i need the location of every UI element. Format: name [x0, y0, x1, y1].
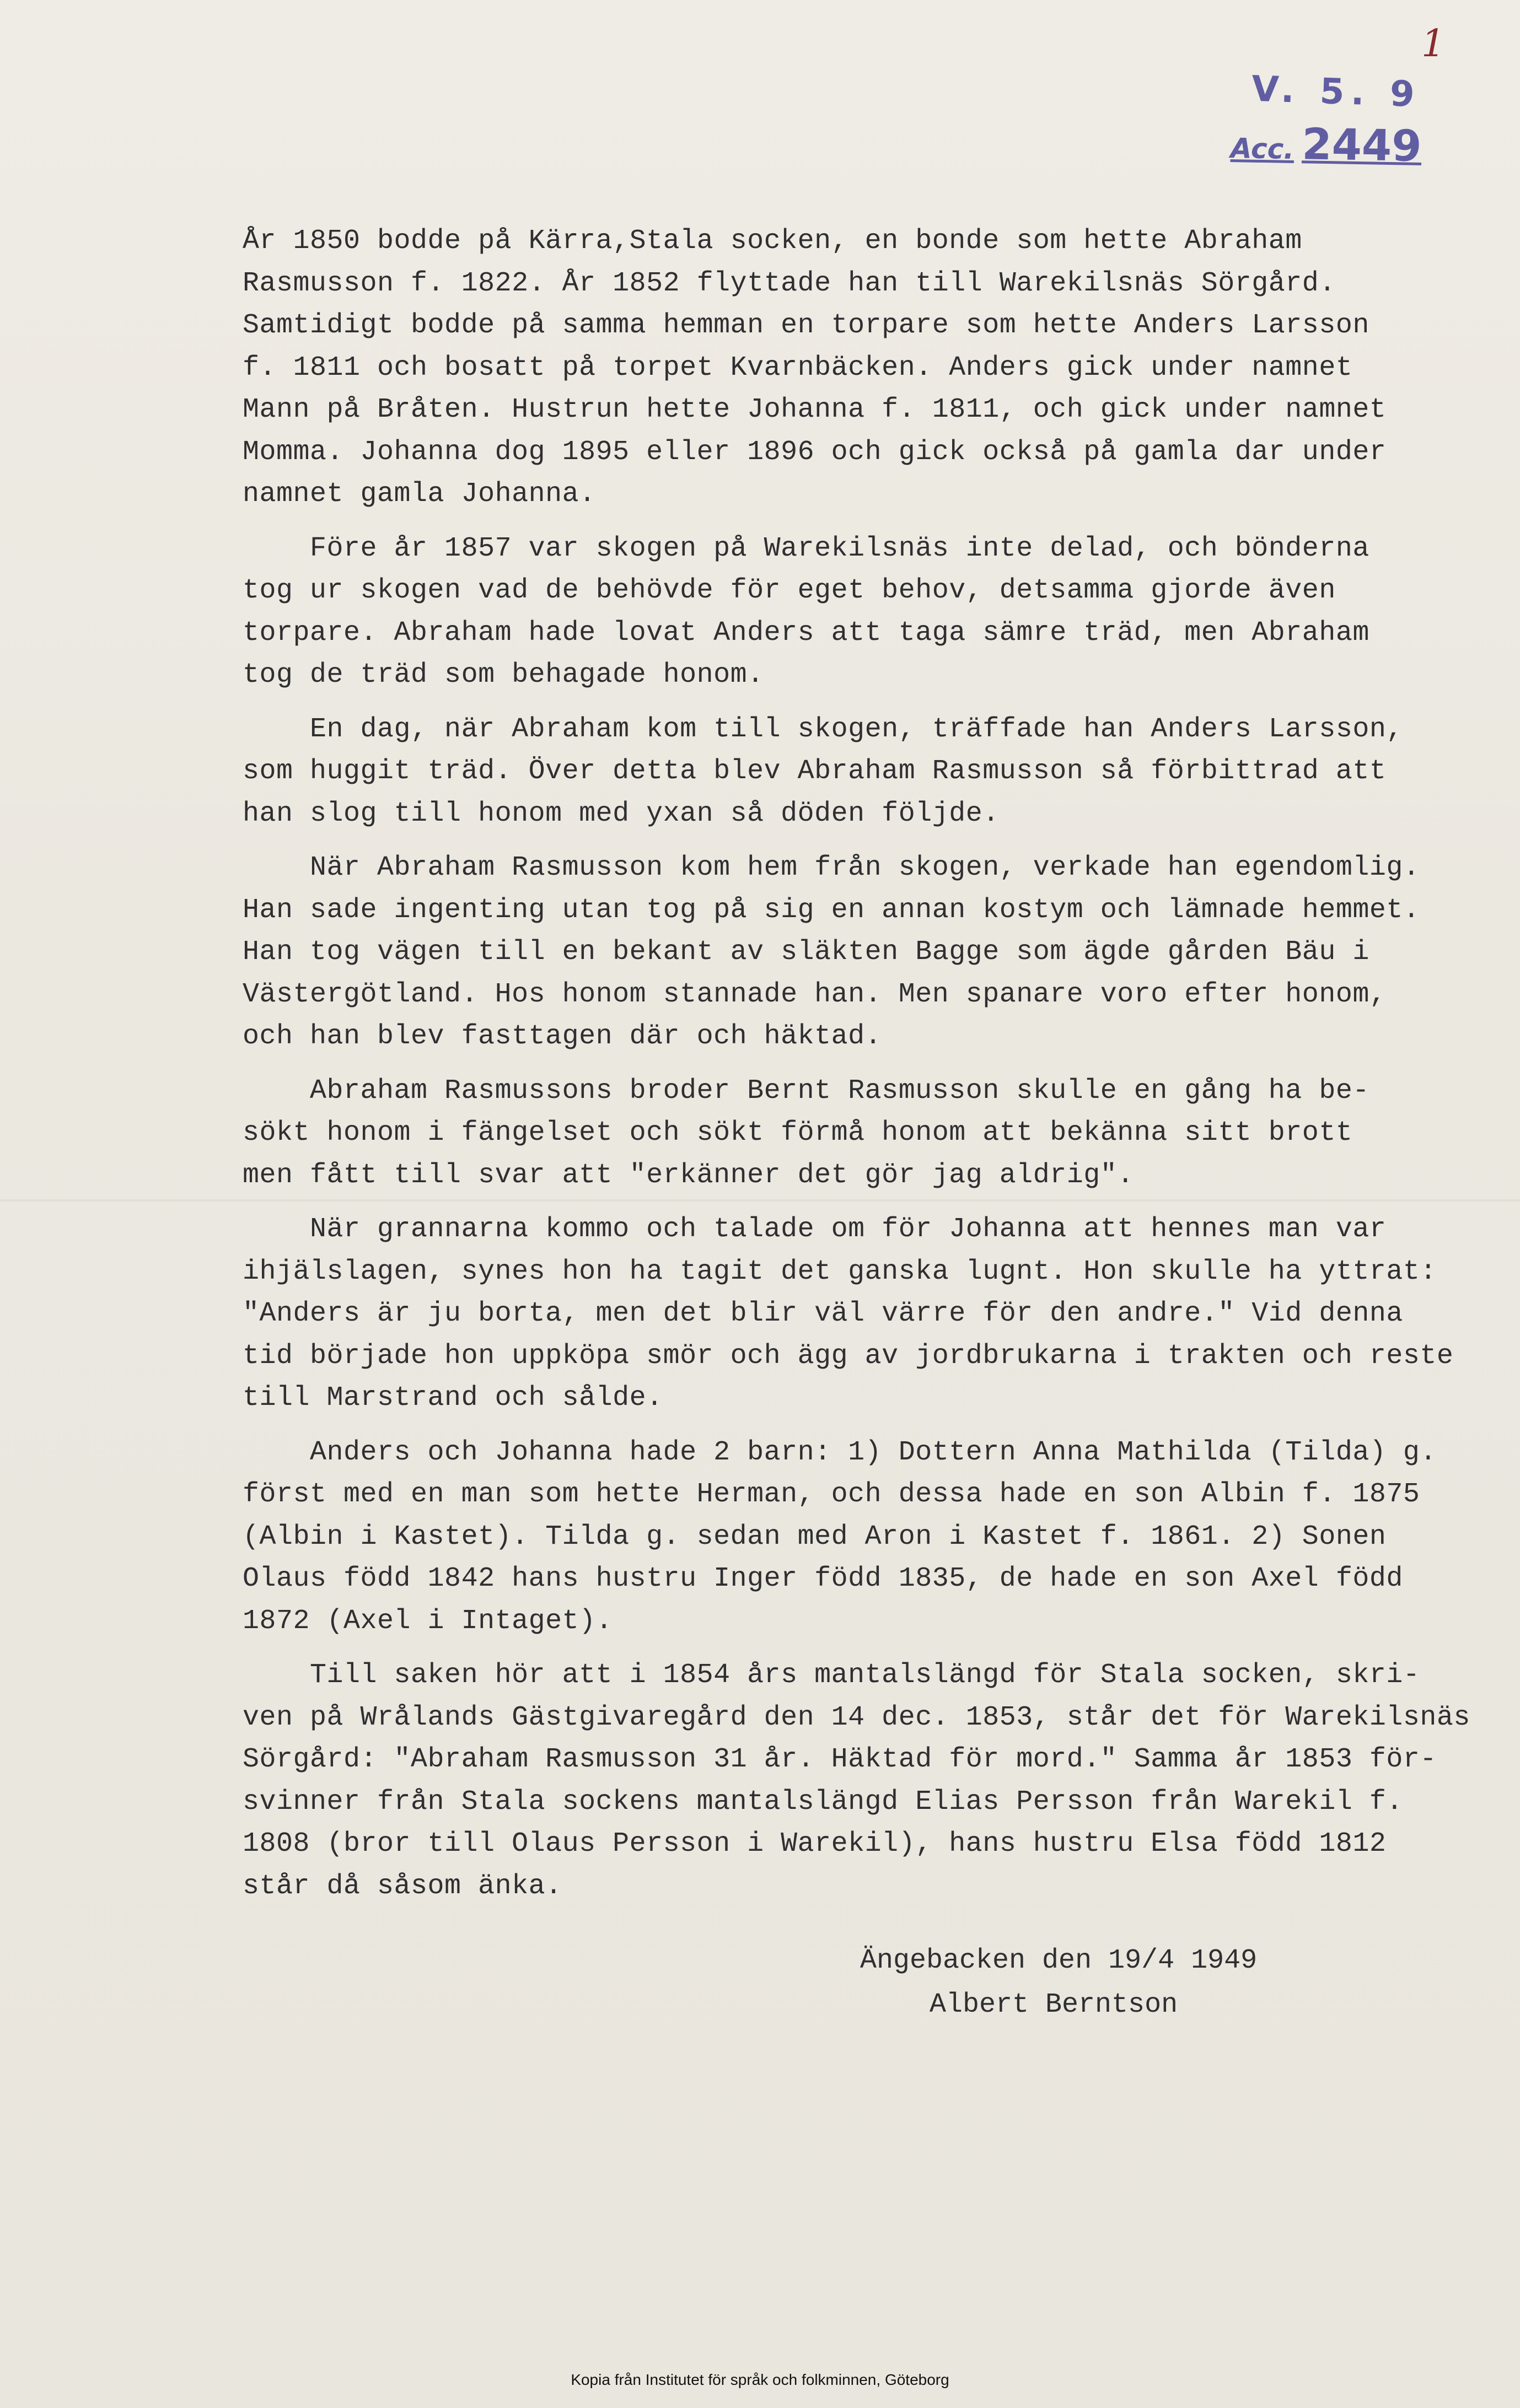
text-line: (Albin i Kastet). Tilda g. sedan med Aron i Kastet f. 1861. 2) Sonen: [243, 1521, 1387, 1553]
text-line: År 1850 bodde på Kärra,Stala socken, en bonde som hette Abraham: [243, 225, 1302, 257]
text-line: När Abraham Rasmusson kom hem från skogen, verkade han egendomlig.: [243, 852, 1420, 884]
text-line: Han sade ingenting utan tog på sig en annan kostym och lämnade hemmet.: [243, 894, 1420, 926]
signature-name: Albert Berntson: [930, 1989, 1178, 2021]
archive-footer: Kopia från Institutet för språk och folkminnen, Göteborg: [571, 2371, 949, 2388]
paragraph: [243, 1432, 1478, 1643]
text-line: tid började hon uppköpa smör och ägg av jordbrukarna i trakten och reste: [243, 1340, 1454, 1372]
paragraph: [243, 528, 1478, 697]
text-line: svinner från Stala sockens mantalslängd Elias Persson från Warekil f.: [243, 1786, 1403, 1818]
paragraph: [243, 709, 1478, 836]
text-line: Till saken hör att i 1854 års mantalslängd för Stala socken, skri-: [243, 1660, 1420, 1691]
text-line: han slog till honom med yxan så döden följde.: [243, 798, 1000, 829]
paragraph: [243, 1655, 1478, 1908]
text-line: 1872 (Axel i Intaget).: [243, 1605, 613, 1637]
paragraph: [243, 1070, 1478, 1197]
paragraph: [243, 1209, 1478, 1420]
text-line: Mann på Bråten. Hustrun hette Johanna f. 1811, och gick under namnet: [243, 394, 1387, 425]
text-line: Västergötland. Hos honom stannade han. Men spanare voro efter honom,: [243, 978, 1387, 1010]
text-line: En dag, när Abraham kom till skogen, träffade han Anders Larsson,: [243, 713, 1403, 745]
archive-stamp-accession: [1230, 118, 1422, 171]
text-line: Sörgård: "Abraham Rasmusson 31 år. Häktad för mord." Samma år 1853 för-: [243, 1744, 1437, 1775]
archive-stamp-collection: V. 5. 9: [1250, 68, 1422, 116]
text-line: sökt honom i fängelset och sökt förmå honom att bekänna sitt brott: [243, 1117, 1353, 1149]
accession-label: Acc.: [1230, 132, 1295, 165]
text-line: När grannarna kommo och talade om för Johanna att hennes man var: [243, 1214, 1387, 1245]
text-line: torpare. Abraham hade lovat Anders att taga sämre träd, men Abraham: [243, 617, 1369, 649]
text-line: och han blev fasttagen där och häktad.: [243, 1021, 882, 1052]
page-number: 1: [1421, 22, 1446, 66]
text-line: till Marstrand och sålde.: [243, 1382, 663, 1414]
text-line: ven på Wrålands Gästgivaregård den 14 dec. 1853, står det för Warekilsnäs: [243, 1701, 1470, 1733]
typed-body: [243, 220, 1478, 1920]
text-line: namnet gamla Johanna.: [243, 478, 596, 510]
text-line: Olaus född 1842 hans hustru Inger född 1835, de hade en son Axel född: [243, 1563, 1403, 1594]
text-line: Före år 1857 var skogen på Warekilsnäs inte delad, och bönderna: [243, 532, 1369, 564]
text-line: Momma. Johanna dog 1895 eller 1896 och gick också på gamla dar under: [243, 436, 1387, 468]
text-line: tog ur skogen vad de behövde för eget behov, detsamma gjorde även: [243, 575, 1336, 606]
text-line: Anders och Johanna hade 2 barn: 1) Dottern Anna Mathilda (Tilda) g.: [243, 1436, 1437, 1468]
text-line: Rasmusson f. 1822. År 1852 flyttade han till Warekilsnäs Sörgård.: [243, 267, 1336, 299]
text-line: "Anders är ju borta, men det blir väl värre för den andre." Vid denna: [243, 1298, 1403, 1329]
text-line: f. 1811 och bosatt på torpet Kvarnbäcken. Anders gick under namnet: [243, 352, 1353, 384]
text-line: 1808 (bror till Olaus Persson i Warekil), hans hustru Elsa född 1812: [243, 1828, 1387, 1860]
text-line: Han tog vägen till en bekant av släkten Bagge som ägde gården Bäu i: [243, 936, 1369, 968]
text-line: som huggit träd. Över detta blev Abraham Rasmusson så förbittrad att: [243, 756, 1387, 787]
text-line: tog de träd som behagade honom.: [243, 659, 764, 691]
text-line: men fått till svar att "erkänner det gör jag aldrig".: [243, 1159, 1134, 1191]
signature-place-date: Ängebacken den 19/4 1949: [860, 1945, 1258, 1976]
text-line: Samtidigt bodde på samma hemman en torpare som hette Anders Larsson: [243, 310, 1369, 341]
paragraph: [243, 220, 1478, 516]
text-line: Abraham Rasmussons broder Bernt Rasmusson skulle en gång ha be-: [243, 1075, 1369, 1107]
paragraph: [243, 847, 1478, 1058]
text-line: ihjälslagen, synes hon ha tagit det ganska lugnt. Hon skulle ha yttrat:: [243, 1256, 1437, 1288]
text-line: står då såsom änka.: [243, 1870, 562, 1902]
accession-number: 2449: [1301, 120, 1422, 172]
text-line: först med en man som hette Herman, och dessa hade en son Albin f. 1875: [243, 1479, 1420, 1510]
